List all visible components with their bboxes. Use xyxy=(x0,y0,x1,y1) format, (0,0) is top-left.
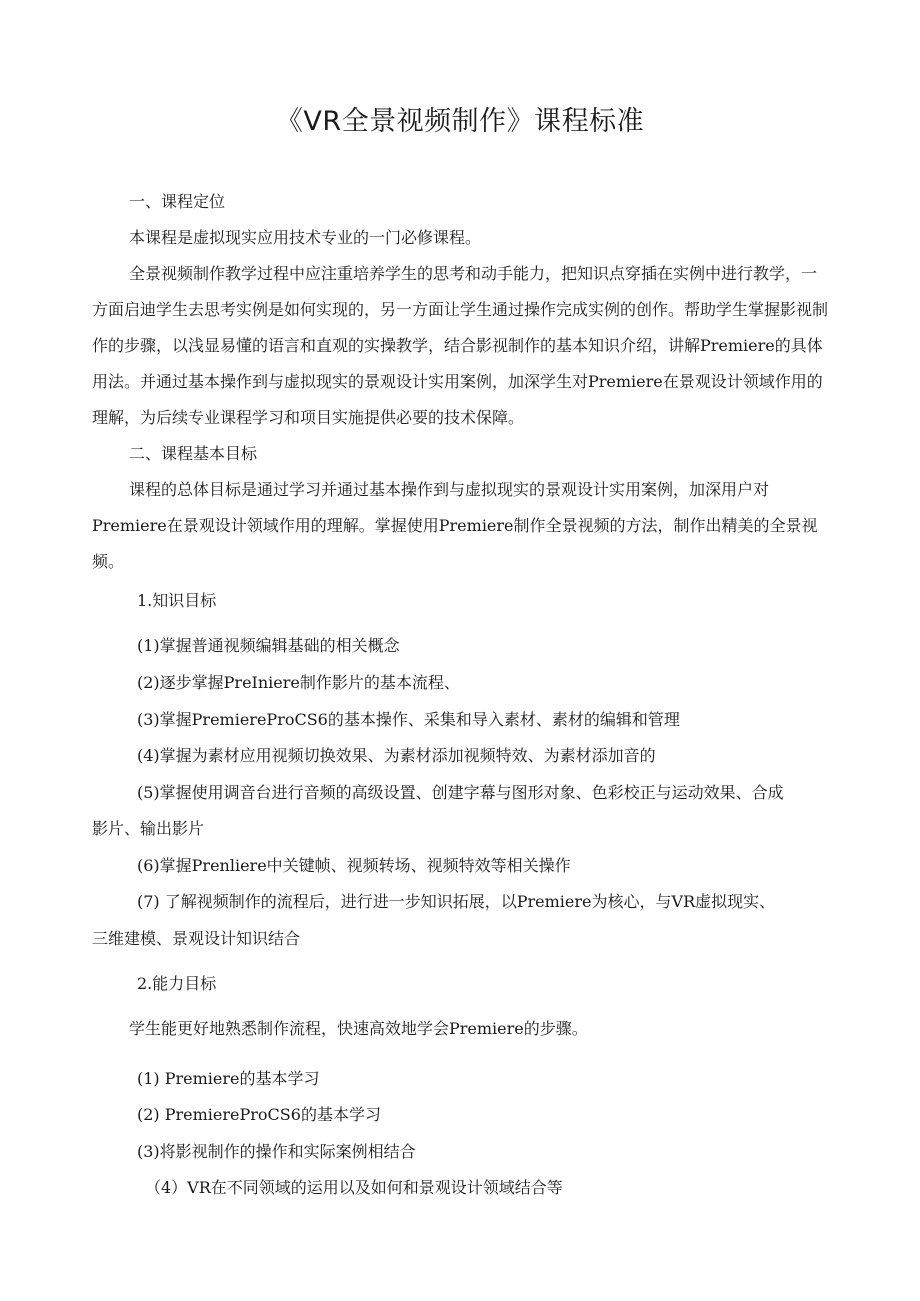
knowledge-item: (7) 了解视频制作的流程后，进行进一步知识拓展，以Premiere为核心，与VR虚拟现实、 xyxy=(137,892,776,911)
ability-item: (3)将影视制作的操作和实际案例相结合 xyxy=(137,1142,416,1161)
ability-item: （4）VR在不同领域的运用以及如何和景观设计领域结合等 xyxy=(145,1178,563,1197)
paragraph-overall-goal: 课程的总体目标是通过学习并通过基本操作到与虚拟现实的景观设计实用案例，加深用户对Premiere在景观设计领域作用的理解。掌握使用Premiere制作全景视频的方法，制作出精美的全景视频。 xyxy=(92,480,818,571)
knowledge-item: (6)掌握Prenliere中关键帧、视频转场、视频特效等相关操作 xyxy=(137,856,571,875)
knowledge-item: (1)掌握普通视频编辑基础的相关概念 xyxy=(137,636,400,655)
ability-item: (2) PremiereProCS6的基本学习 xyxy=(137,1105,381,1124)
knowledge-item: (3)掌握PremiereProCS6的基本操作、采集和导入素材、素材的编辑和管理 xyxy=(137,710,680,729)
knowledge-item-continued: 影片、输出影片 xyxy=(92,819,205,838)
section-heading-course-goals: 二、课程基本目标 xyxy=(129,444,258,463)
document-title: 《VR全景视频制作》课程标准 xyxy=(275,106,645,137)
ability-item: (1) Premiere的基本学习 xyxy=(137,1069,320,1088)
paragraph-course-intro: 本课程是虚拟现实应用技术专业的一门必修课程。 xyxy=(129,228,482,247)
knowledge-item: (4)掌握为素材应用视频切换效果、为素材添加视频特效、为素材添加音的 xyxy=(137,746,656,765)
paragraph-teaching-approach: 全景视频制作教学过程中应注重培养学生的思考和动手能力，把知识点穿插在实例中进行教学，一方面启迪学生去思考实例是如何实现的，另一方面让学生通过操作完成实例的创作。帮助学生掌握影视制作的步骤，以浅显易懂的语言和直观的实操教学，结合影视制作的基本知识介绍，讲解Premiere的具体用法。并通过基本操作到与虚拟现实的景观设计实用案例，加深学生对Premiere在景观设计领域作用的理解，为后续专业课程学习和项目实施提供必要的技术保障。 xyxy=(92,264,829,427)
knowledge-goals-heading: 1.知识目标 xyxy=(137,591,217,610)
ability-goals-heading: 2.能力目标 xyxy=(137,974,217,993)
knowledge-item: (5)掌握使用调音台进行音频的高级设置、创建字幕与图形对象、色彩校正与运动效果、合成 xyxy=(137,783,784,802)
section-heading-course-positioning: 一、课程定位 xyxy=(129,192,226,211)
knowledge-item-continued: 三维建模、景观设计知识结合 xyxy=(92,929,301,948)
paragraph-ability-intro: 学生能更好地熟悉制作流程，快速高效地学会Premiere的步骤。 xyxy=(129,1019,588,1038)
knowledge-item: (2)逐步掌握PreIniere制作影片的基本流程、 xyxy=(137,673,460,692)
